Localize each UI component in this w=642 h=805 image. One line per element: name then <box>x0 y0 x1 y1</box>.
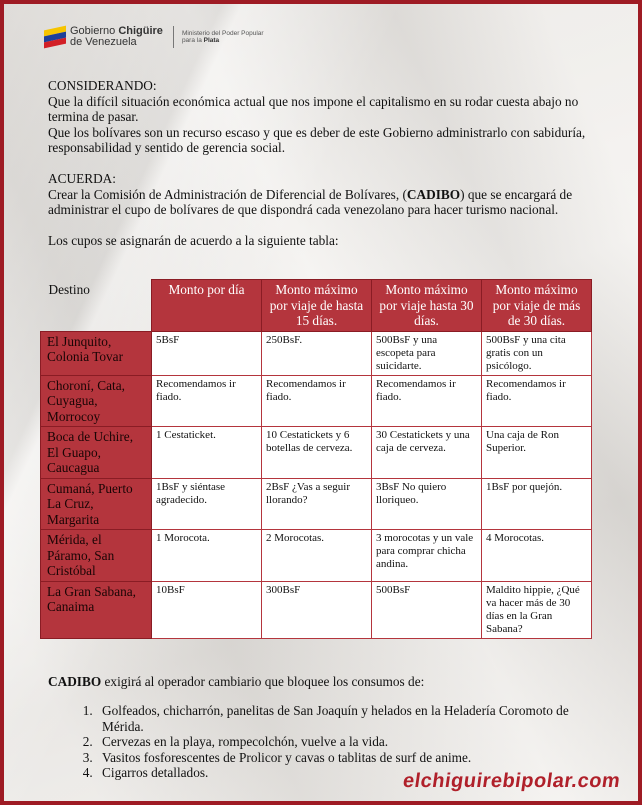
acuerda-heading: ACUERDA: <box>48 171 116 186</box>
site-watermark: elchiguirebipolar.com <box>401 770 622 792</box>
blocked-items-list <box>48 703 608 781</box>
table-cell: 1BsF y siéntase agradecido. <box>152 478 262 530</box>
table-row <box>41 427 592 479</box>
table-cell: 300BsF <box>262 581 372 638</box>
column-header: Monto máximo por viaje de hasta 15 días. <box>262 280 372 332</box>
table-cell: Recomendamos ir fiado. <box>152 375 262 427</box>
list-item: 1. Golfeados, chicharrón, panelitas de San Joaquín y helados en la Heladería Coromoto de Mérida. <box>96 703 608 734</box>
destination-cell: Mérida, el Páramo, San Cristóbal <box>41 530 152 582</box>
table-cell: 1BsF por quejón. <box>482 478 592 530</box>
table-row <box>41 331 592 375</box>
letterhead <box>44 26 264 48</box>
table-row <box>41 375 592 427</box>
column-header: Monto por día <box>152 280 262 332</box>
table-cell: 1 Cestaticket. <box>152 427 262 479</box>
table-cell: 5BsF <box>152 331 262 375</box>
destination-cell: El Junquito, Colonia Tovar <box>41 331 152 375</box>
table-cell: Una caja de Ron Superior. <box>482 427 592 479</box>
frame-border <box>0 0 4 805</box>
table-cell: Recomendamos ir fiado. <box>372 375 482 427</box>
table-header-row <box>41 280 592 332</box>
cadibo-section <box>48 661 608 781</box>
table-cell: 500BsF <box>372 581 482 638</box>
table-cell: 3 morocotas y un vale para comprar chicha andina. <box>372 530 482 582</box>
frame-border <box>0 0 642 4</box>
list-item: 3. Vasitos fosforescentes de Prolicor y cavas o tablitas de surf de anime. <box>96 750 608 766</box>
table-cell: Recomendamos ir fiado. <box>262 375 372 427</box>
considerando-paragraph: Que la difícil situación económica actual que nos impone el capitalismo en su rodar cuesta abajo no termina de pasar. <box>48 93 579 124</box>
considerando-heading: CONSIDERANDO: <box>48 78 157 93</box>
header-divider <box>173 26 174 48</box>
list-item: 2. Cervezas en la playa, rompecolchón, vuelve a la vida. <box>96 734 608 750</box>
destination-cell: Choroní, Cata, Cuyagua, Morrocoy <box>41 375 152 427</box>
table-intro: Los cupos se asignarán de acuerdo a la siguiente tabla: <box>48 233 339 248</box>
cadibo-intro: CADIBO exigirá al operador cambiario que bloquee los consumos de: <box>48 674 425 690</box>
column-header: Destino <box>48 281 90 297</box>
table-cell: 10 Cestatickets y 6 botellas de cerveza. <box>262 427 372 479</box>
table-cell: 2BsF ¿Vas a seguir llorando? <box>262 478 372 530</box>
table-row <box>41 530 592 582</box>
list-item: 4. Cigarros detallados. <box>96 765 608 781</box>
table-cell: 1 Morocota. <box>152 530 262 582</box>
destination-cell: Boca de Uchire, El Guapo, Caucagua <box>41 427 152 479</box>
table-cell: 500BsF y una escopeta para suicidarte. <box>372 331 482 375</box>
table-row <box>41 581 592 638</box>
table-cell: 2 Morocotas. <box>262 530 372 582</box>
table-cell: 4 Morocotas. <box>482 530 592 582</box>
destination-cell: La Gran Sabana, Canaima <box>41 581 152 638</box>
table-cell: 500BsF y una cita gratis con un psicólogo. <box>482 331 592 375</box>
acuerda-paragraph: Crear la Comisión de Administración de Diferencial de Bolívares, (CADIBO) que se encargará de administrar el cupo de bolívares de que dispondrá cada venezolano para hacer turismo nacional. <box>48 186 573 217</box>
frame-border <box>0 801 642 805</box>
table-row <box>41 478 592 530</box>
government-name: Gobierno Chigüire de Venezuela <box>70 25 163 48</box>
quota-table <box>40 279 592 639</box>
table-cell: 250BsF. <box>262 331 372 375</box>
column-header: Monto máximo por viaje de más de 30 días. <box>482 280 592 332</box>
ministry-name: Ministerio del Poder Popular para la Plata <box>181 30 264 44</box>
frame-border <box>638 0 642 805</box>
table-cell: Recomendamos ir fiado. <box>482 375 592 427</box>
table-cell: 3BsF No quiero lloriqueo. <box>372 478 482 530</box>
destination-cell: Cumaná, Puerto La Cruz, Margarita <box>41 478 152 530</box>
table-cell: 30 Cestatickets y una caja de cerveza. <box>372 427 482 479</box>
column-header: Monto máximo por viaje hasta 30 días. <box>372 280 482 332</box>
table-cell: Maldito hippie, ¿Qué va hacer más de 30 días en la Gran Sabana? <box>482 581 592 638</box>
flag-logo-icon <box>44 28 66 46</box>
table-cell: 10BsF <box>152 581 262 638</box>
considerando-paragraph: Que los bolívares son un recurso escaso y que es deber de este Gobierno administrarlo con sabiduría, responsabilidad y sentido de gerencia social. <box>48 124 586 155</box>
document-body <box>48 78 604 249</box>
